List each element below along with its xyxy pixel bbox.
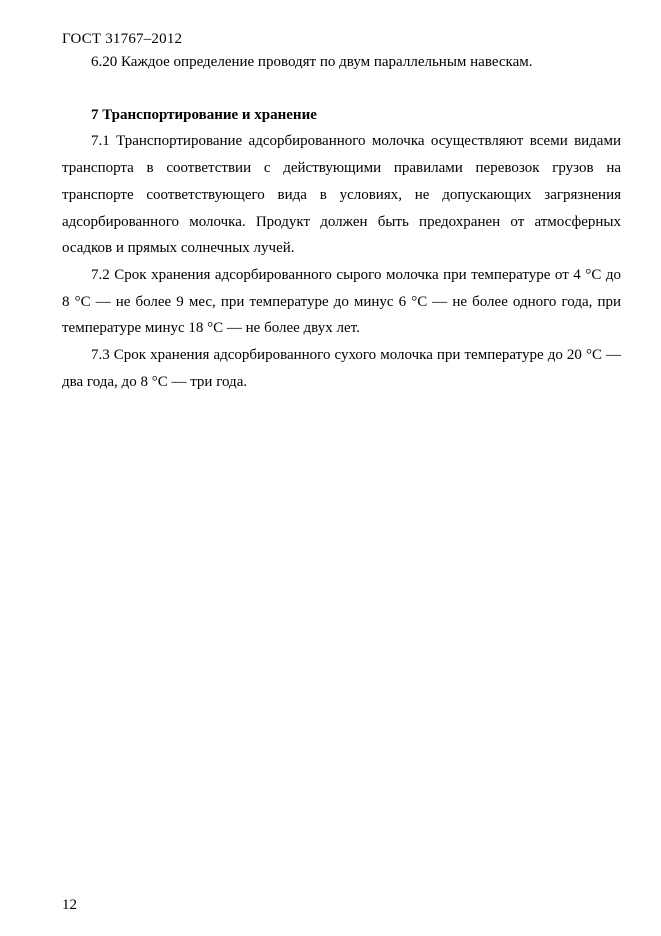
paragraph-7-1: 7.1 Транспортирование адсорбированного молочка осуществляют всеми видами транспорта в соответствии с действующими правилами перевозок грузов на транспорте соответствующего вида в условиях, не допускающих загрязнения адсорбированного молочка. Продукт должен быть предохранен от атмосферных осадков и прямых солнечных лучей. (62, 133, 621, 257)
paragraph-7-3: 7.3 Срок хранения адсорбированного сухого молочка при температуре до 20 °С — два года, до 8 °С — три года. (62, 347, 621, 390)
paragraph-7-2: 7.2 Срок хранения адсорбированного сырого молочка при температуре от 4 °С до 8 °С — не более 9 мес, при температуре до минус 6 °С — не более одного года, при температуре минус 18 °С — не более двух лет. (62, 266, 621, 337)
paragraph-6-20: 6.20 Каждое определение проводят по двум параллельным навескам. (91, 54, 533, 70)
page-number: 12 (62, 897, 77, 913)
document-body (62, 49, 621, 395)
section-7-heading: 7 Транспортирование и хранение (91, 106, 317, 123)
document-code-header: ГОСТ 31767–2012 (62, 31, 183, 47)
